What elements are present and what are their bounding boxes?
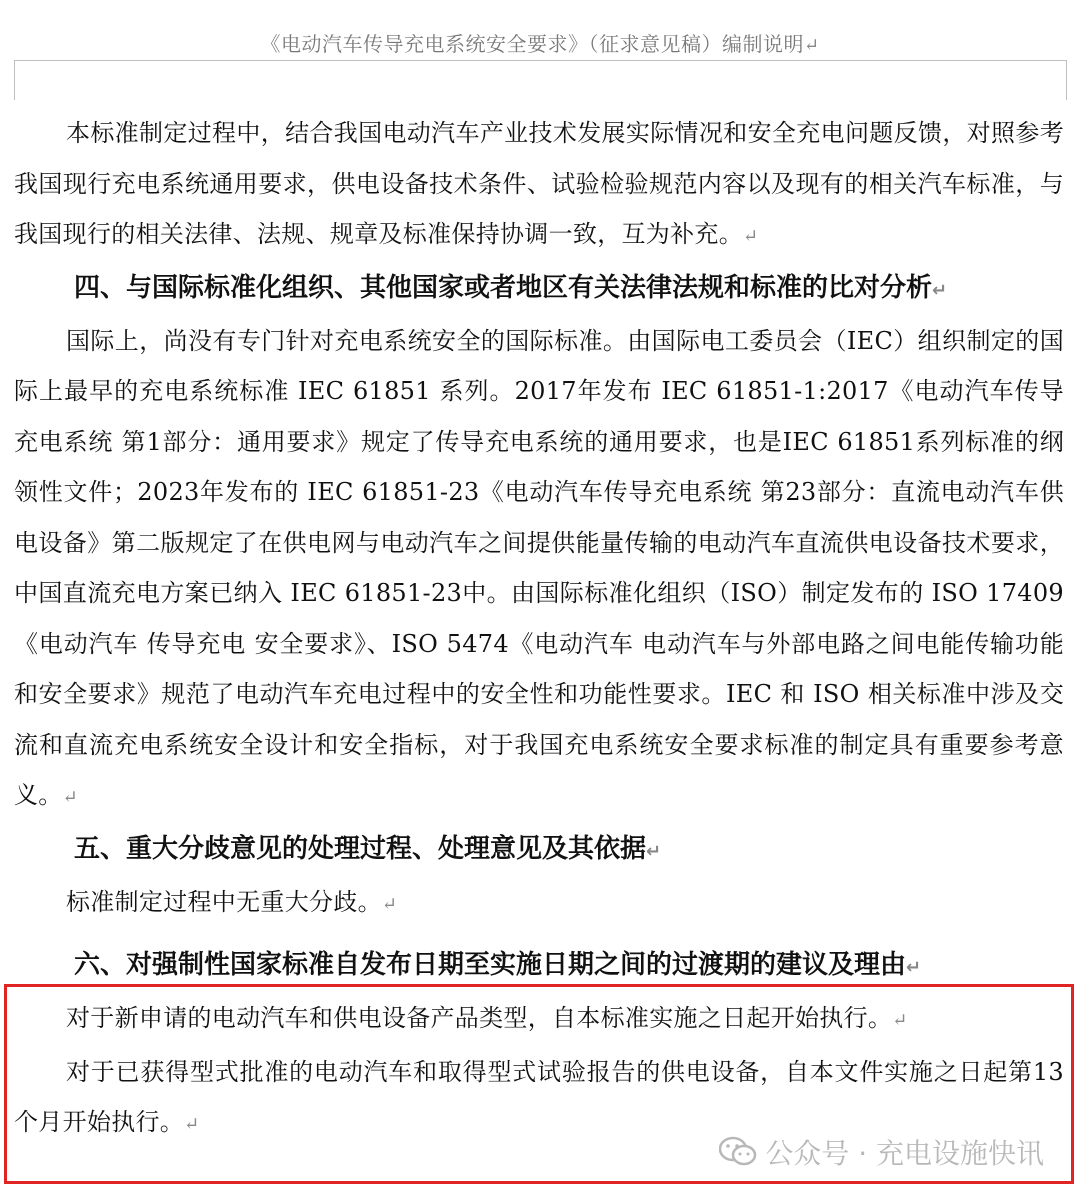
wechat-icon	[719, 1136, 757, 1168]
heading-section-6: 六、对强制性国家标准自发布日期至实施日期之间的过渡期的建议及理由↵	[74, 950, 922, 980]
watermark-text: 公众号 · 充电设施快讯	[765, 1137, 1044, 1170]
paragraph-mark: ↵	[381, 893, 398, 915]
heading-section-5: 五、重大分歧意见的处理过程、处理意见及其依据↵	[74, 833, 662, 864]
paragraph-2: 国际上，尚没有专门针对充电系统安全的国际标准。由国际电工委员会（IEC）组织制定的国际上最早的充电系统标准 IEC 61851 系列。2017年发布 IEC 61851-1:2017《电动汽车传导充电系统 第1部分：通用要求》规定了传导充电系统的通用要求，也是IEC 61851系列标准的纲领性文件；2023年发布的 IEC 61851-23《电动汽车传导充电系统 第23部分：直流电动汽车供电设备》第二版规定了在供电网与电动汽车之间提供能量传输的电动汽车直流供电设备技术要求，中国直流充电方案已纳入 IEC 61851-23中。由国际标准化组织（ISO）制定发布的 ISO 17409《电动汽车 传导充电 安全要求》、ISO 5474《电动汽车 电动汽车与外部电路之间电能传输功能和安全要求》规范了电动汽车充电过程中的安全性和功能性要求。IEC 和 ISO 相关标准中涉及交流和直流充电系统安全设计和安全指标，对于我国充电系统安全要求标准的制定具有重要参考意义。↵	[14, 326, 1064, 809]
margin-corner-left	[14, 60, 15, 100]
paragraph-mark: ↵	[646, 840, 662, 862]
document-header	[0, 28, 1080, 57]
paragraph-1: 本标准制定过程中，结合我国电动汽车产业技术发展实际情况和安全充电问题反馈，对照参考我国现行充电系统通用要求，供电设备技术条件、试验检验规范内容以及现有的相关汽车标准，与我国现行的相关法律、法规、规章及标准保持协调一致，互为补充。↵	[14, 119, 1064, 248]
heading-section-4: 四、与国际标准化组织、其他国家或者地区有关法律法规和标准的比对分析↵	[74, 272, 948, 303]
paragraph-mark: ↵	[62, 787, 78, 808]
paragraph-mark: ↵	[803, 35, 820, 56]
header-rule	[14, 60, 1066, 61]
paragraph-mark: ↵	[906, 957, 922, 978]
paragraph-mark: ↵	[892, 1010, 908, 1031]
watermark	[719, 1132, 1044, 1172]
paragraph-5: 对于已获得型式批准的电动汽车和取得型式试验报告的供电设备，自本文件实施之日起第13个月开始执行。↵	[14, 1057, 1064, 1136]
header-title: 《电动汽车传导充电系统安全要求》（征求意见稿）编制说明	[260, 32, 804, 56]
paragraph-3: 标准制定过程中无重大分歧。↵	[66, 887, 398, 916]
margin-corner-right	[1066, 60, 1067, 100]
paragraph-mark: ↵	[184, 1114, 200, 1135]
paragraph-mark: ↵	[932, 279, 948, 301]
paragraph-4: 对于新申请的电动汽车和供电设备产品类型，自本标准实施之日起开始执行。↵	[66, 1004, 908, 1032]
paragraph-mark: ↵	[743, 226, 759, 247]
